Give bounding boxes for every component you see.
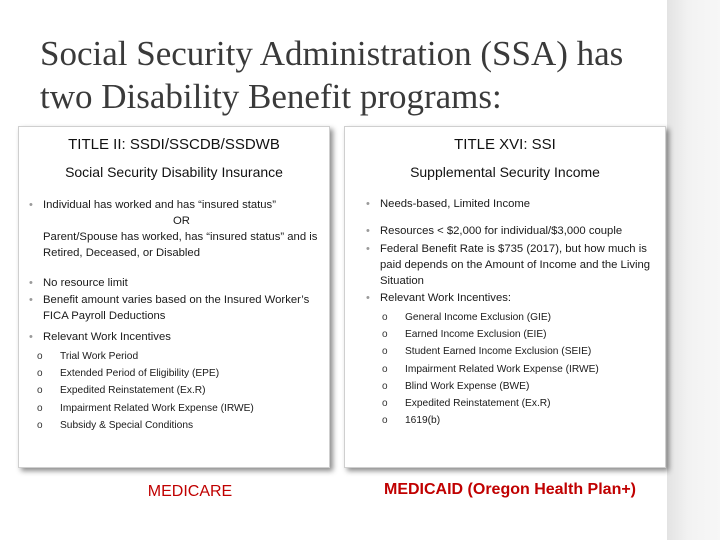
bullet-text: Needs-based, Limited Income: [380, 198, 531, 210]
bullet-text: Federal Benefit Rate is $735 (2017), but how much is paid depends on the Amount of Income and the Living Situation: [380, 243, 651, 287]
bullet-icon: •: [366, 243, 370, 255]
title-ii-panel: [18, 126, 330, 468]
circle-bullet-icon: o: [382, 380, 388, 392]
list-item-text: Student Earned Income Exclusion (SEIE): [405, 346, 592, 358]
list-item: [37, 348, 320, 365]
circle-bullet-icon: o: [37, 419, 43, 431]
list-item: [382, 378, 661, 395]
bullet-icon: •: [366, 225, 370, 237]
list-item-text: 1619(b): [405, 415, 441, 427]
slide-title: Social Security Administration (SSA) has two Disability Benefit programs:: [40, 34, 624, 116]
ssi-incentive-list: [382, 309, 661, 429]
ssi-bullet-work-incentives: [365, 290, 661, 429]
bullet-text: Relevant Work Incentives:: [380, 292, 512, 304]
panel-subtitle-ssi: Supplemental Security Income: [410, 164, 600, 180]
list-item: [382, 412, 661, 429]
bullet-icon: •: [366, 198, 370, 210]
ssdi-incentive-list: [37, 348, 320, 434]
bullet-icon: •: [29, 277, 33, 289]
list-item: [382, 343, 661, 360]
circle-bullet-icon: o: [37, 402, 43, 414]
panel-title-title-xvi: TITLE XVI: SSI: [454, 136, 556, 153]
bullet-icon: •: [29, 199, 33, 211]
circle-bullet-icon: o: [37, 385, 43, 397]
ssi-bullet-federal-benefit-rate: [365, 241, 661, 289]
bullet-text: Resources < $2,000 for individual/$3,000 couple: [380, 225, 623, 237]
ssdi-bullet-work-incentives: [28, 329, 320, 434]
bullet-text: No resource limit: [43, 277, 128, 289]
circle-bullet-icon: o: [382, 312, 388, 323]
panel-title-title-ii: TITLE II: SSDI/SSCDB/SSDWB: [68, 136, 280, 153]
ssi-bullet-list: [365, 196, 661, 429]
list-item-text: Blind Work Expense (BWE): [405, 380, 530, 392]
circle-bullet-icon: o: [382, 329, 388, 341]
medicaid-label: MEDICAID (Oregon Health Plan+): [383, 481, 637, 498]
bullet-text: Relevant Work Incentives: [43, 331, 171, 343]
ssdi-bullet-list: [28, 197, 320, 434]
list-item-text: Expedited Reinstatement (Ex.R): [60, 385, 206, 397]
bullet-text: Parent/Spouse has worked, has “insured status” and is Retired, Deceased, or Disabled: [43, 231, 318, 259]
list-item: [37, 400, 320, 417]
decorative-side-strip: [667, 0, 720, 540]
circle-bullet-icon: o: [382, 346, 388, 358]
list-item-text: Impairment Related Work Expense (IRWE): [60, 402, 254, 414]
ssi-bullet-needs-based: [365, 196, 661, 212]
list-item-text: Impairment Related Work Expense (IRWE): [405, 363, 599, 375]
list-item: [37, 365, 320, 382]
list-item-text: Extended Period of Eligibility (EPE): [60, 368, 220, 380]
list-item-text: Subsidy & Special Conditions: [60, 419, 194, 431]
bullet-icon: •: [366, 292, 370, 304]
circle-bullet-icon: o: [37, 368, 43, 380]
list-item: [37, 382, 320, 399]
list-item-text: Earned Income Exclusion (EIE): [405, 329, 547, 341]
circle-bullet-icon: o: [382, 398, 388, 410]
list-item-text: General Income Exclusion (GIE): [405, 312, 552, 323]
circle-bullet-icon: o: [382, 363, 388, 375]
list-item: [382, 395, 661, 412]
circle-bullet-icon: o: [382, 415, 388, 427]
circle-bullet-icon: o: [37, 351, 43, 362]
list-item: [382, 361, 661, 378]
bullet-icon: •: [29, 294, 33, 306]
title-xvi-panel: [344, 126, 666, 468]
ssdi-bullet-resource-limit: [28, 275, 320, 291]
ssdi-bullet-benefit-amount: [28, 292, 320, 324]
list-item: [382, 326, 661, 343]
ssi-bullet-resources: [365, 223, 661, 239]
bullet-text: Benefit amount varies based on the Insured Worker’s FICA Payroll Deductions: [43, 294, 310, 322]
bullet-or-text: OR: [173, 215, 190, 227]
list-item-text: Trial Work Period: [60, 351, 139, 362]
list-item: [37, 417, 320, 434]
list-item-text: Expedited Reinstatement (Ex.R): [405, 398, 551, 410]
panel-subtitle-ssdi: Social Security Disability Insurance: [65, 164, 283, 180]
ssdi-bullet-insured-status: [28, 197, 320, 261]
medicare-label: MEDICARE: [147, 483, 233, 500]
list-item: [382, 309, 661, 326]
bullet-text: Individual has worked and has “insured status”: [43, 199, 276, 211]
bullet-icon: •: [29, 331, 33, 343]
